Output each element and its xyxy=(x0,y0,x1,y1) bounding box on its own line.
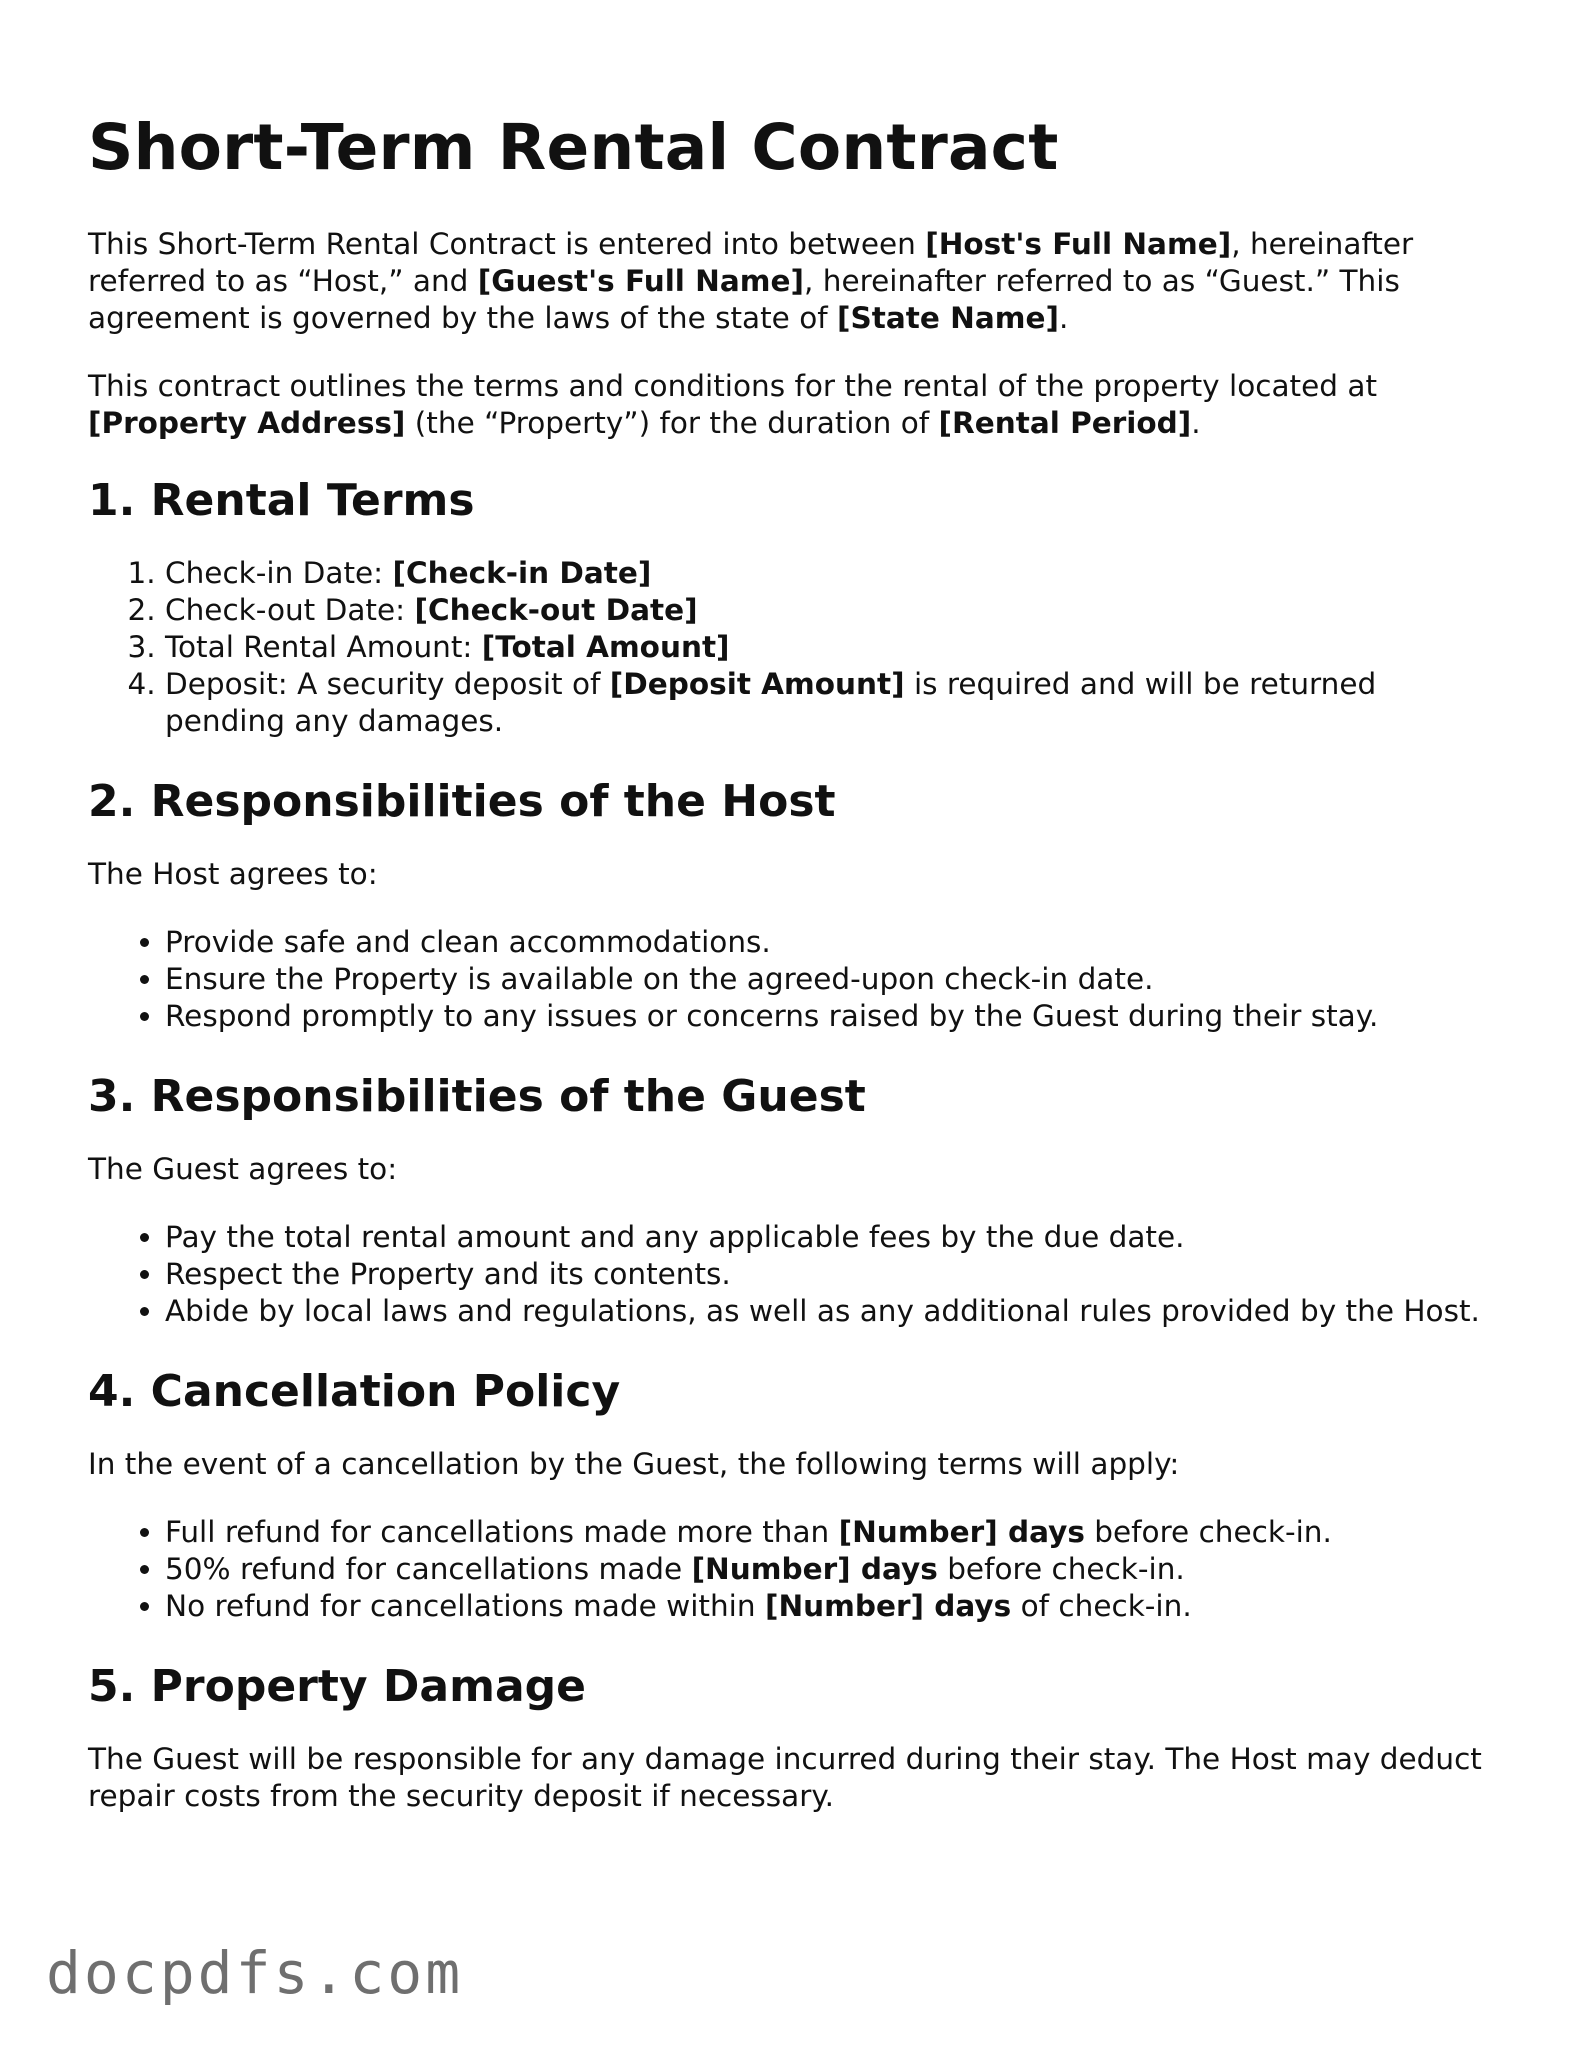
section-heading-rental-terms: 1. Rental Terms xyxy=(88,475,475,526)
outline-text-3: . xyxy=(1191,406,1201,440)
intro-text-4: . xyxy=(1058,301,1069,335)
rental-period-placeholder: [Rental Period] xyxy=(938,406,1192,440)
list-item: • Respond promptly to any issues or concerns raised by the Guest during their stay. xyxy=(165,998,1498,1035)
state-name-placeholder: [State Name] xyxy=(837,301,1059,335)
section-heading-cancellation: 4. Cancellation Policy xyxy=(88,1366,621,1417)
list-item xyxy=(165,666,1498,740)
list-item: • Provide safe and clean accommodations. xyxy=(165,924,1498,961)
host-intro: The Host agrees to: xyxy=(88,857,378,891)
cancel-pre: 50% refund for cancellations made xyxy=(165,1552,692,1586)
section-heading-host: 2. Responsibilities of the Host xyxy=(88,776,836,827)
intro-text-3: , hereinafter referred to as “Guest.” This agreement is governed by the laws of the state of xyxy=(88,264,1400,335)
document-page xyxy=(88,108,1498,1846)
days-placeholder: [Number] days xyxy=(838,1515,1085,1549)
list-item xyxy=(165,555,1498,592)
section-heading-guest: 3. Responsibilities of the Guest xyxy=(88,1071,866,1122)
property-address-placeholder: [Property Address] xyxy=(88,406,406,440)
term-label: Check-in Date: xyxy=(165,556,393,590)
term-label: Deposit: A security deposit of xyxy=(165,667,610,701)
list-item xyxy=(165,629,1498,666)
cancel-pre: Full refund for cancellations made more than xyxy=(165,1515,839,1549)
list-item xyxy=(165,1551,1498,1588)
cancel-post: of check-in. xyxy=(1011,1589,1192,1623)
days-placeholder: [Number] days xyxy=(691,1552,938,1586)
list-item: • Ensure the Property is available on the agreed-upon check-in date. xyxy=(165,961,1498,998)
cancel-post: before check-in. xyxy=(937,1552,1185,1586)
cancellation-intro: In the event of a cancellation by the Guest, the following terms will apply: xyxy=(88,1447,1180,1481)
list-item: • Abide by local laws and regulations, as well as any additional rules provided by the Host. xyxy=(165,1293,1498,1330)
host-name-placeholder: [Host's Full Name] xyxy=(925,227,1232,261)
list-item: • Pay the total rental amount and any applicable fees by the due date. xyxy=(165,1219,1498,1256)
days-placeholder: [Number] days xyxy=(764,1589,1012,1623)
cancel-post: before check-in. xyxy=(1084,1515,1332,1549)
intro-text-2: , hereinafter referred to as “Host,” and xyxy=(88,227,1414,298)
cancellation-terms-list xyxy=(88,1514,1498,1625)
watermark: docpdfs.com xyxy=(46,1939,464,2007)
list-item xyxy=(165,1588,1498,1625)
outline-text-1: This contract outlines the terms and conditions for the rental of the property located at xyxy=(88,369,1378,403)
intro-text-1: This Short-Term Rental Contract is entered into between xyxy=(88,227,926,261)
list-item xyxy=(165,1514,1498,1551)
cancel-pre: No refund for cancellations made within xyxy=(165,1589,765,1623)
term-label: Total Rental Amount: xyxy=(165,630,482,664)
guest-name-placeholder: [Guest's Full Name] xyxy=(477,264,805,298)
outline-text-2: (the “Property”) for the duration of xyxy=(405,406,939,440)
intro-paragraph xyxy=(88,226,1498,337)
section-heading-damage: 5. Property Damage xyxy=(88,1661,586,1712)
rental-terms-list xyxy=(88,555,1498,740)
guest-intro: The Guest agrees to: xyxy=(88,1152,398,1186)
term-value: [Deposit Amount] xyxy=(609,667,905,701)
term-value: [Total Amount] xyxy=(481,630,730,664)
term-label: Check-out Date: xyxy=(165,593,415,627)
term-value: [Check-in Date] xyxy=(392,556,652,590)
host-responsibilities-list xyxy=(88,924,1498,1035)
list-item: • Respect the Property and its contents. xyxy=(165,1256,1498,1293)
term-value: [Check-out Date] xyxy=(414,593,698,627)
term-suffix: is required and will be returned pending any damages. xyxy=(165,667,1377,738)
outline-paragraph xyxy=(88,368,1498,442)
guest-responsibilities-list xyxy=(88,1219,1498,1330)
list-item xyxy=(165,592,1498,629)
damage-paragraph: The Guest will be responsible for any damage incurred during their stay. The Host may deduct repair costs from the security deposit if necessary. xyxy=(88,1742,1482,1813)
document-title: Short-Term Rental Contract xyxy=(88,111,1059,184)
